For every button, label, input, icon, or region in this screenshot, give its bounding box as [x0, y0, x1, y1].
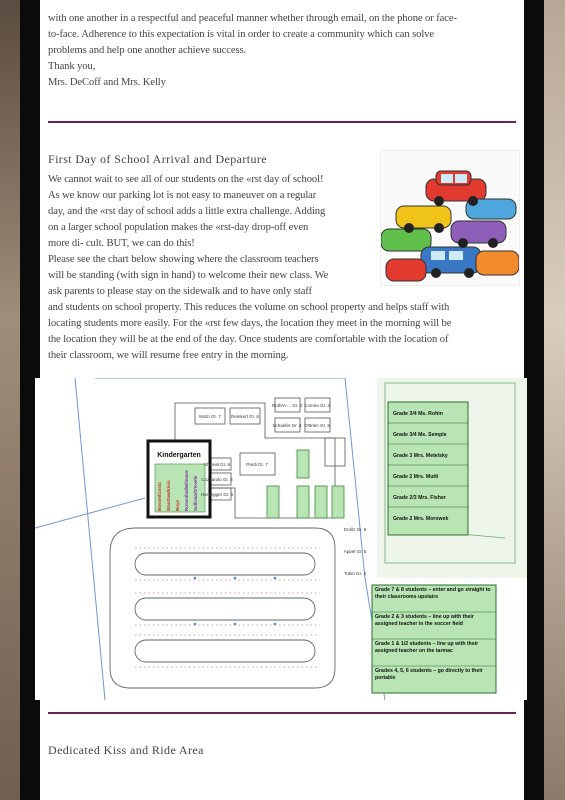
room-label: Corneo Gr. 4 — [304, 403, 330, 408]
kg-teacher-label: Sullivan/O'Keefe — [193, 475, 198, 511]
newsletter-page — [40, 0, 524, 800]
room-label: Drollz Gr. 6 — [343, 527, 367, 532]
room-label: Molzi Gr. 7 — [199, 414, 221, 419]
kg-teacher-label: Rosenthal/Wilmore — [184, 470, 189, 511]
closing-paragraph — [48, 11, 518, 91]
text-line: As we know our parking lot is not easy to maneuver on a regular — [48, 190, 317, 201]
grade-list-item: Grade 3/4 Ms. Rohin — [393, 411, 443, 417]
room-label: Tobin Gr. 4 — [344, 571, 366, 576]
school-site-map — [35, 378, 527, 700]
text-line: Please see the chart below showing where the classroom teachers — [48, 254, 319, 265]
kg-teacher-label: Boye — [175, 499, 180, 511]
text-line: their classroom, we will resume free entry in the morning. — [48, 350, 289, 361]
text-line: Thank you, — [48, 61, 96, 72]
text-line: problems and help one another achieve success. — [48, 45, 247, 56]
room-label: Ruth/A-... Gr. 3 — [271, 403, 303, 408]
section-divider — [48, 712, 516, 714]
arrival-paragraph-bottom — [48, 300, 518, 364]
instruction-item: Grade 1 & 1/2 students – line up with their assigned teacher on the tarmac — [375, 641, 479, 654]
instructions-text — [375, 587, 493, 695]
text-line: will be standing (with sign in hand) to welcome their new class. We — [48, 270, 329, 281]
text-line: on a larger school population makes the «rst-day drop-off even — [48, 222, 309, 233]
text-line: day, and the «rst day of school adds a little extra challenge. Adding — [48, 206, 326, 217]
room-label: Cozzarolo Gr. 8 — [201, 477, 233, 482]
room-label: O'Brien Gr. 5 — [304, 423, 330, 428]
grade-list-item: Grade 3 Mrs. Metelsky — [393, 453, 448, 459]
cars-illustration — [380, 150, 520, 286]
grade-list-item: Grade 2 Mrs. Morowek — [393, 516, 449, 522]
room-label: Appel Gr. 5 — [343, 549, 367, 554]
arrival-paragraph-top — [48, 172, 373, 300]
signature-line: Mrs. DeCoff and Mrs. Kelly — [48, 77, 166, 88]
text-line: ask parents to please stay on the sidewalk and to have only staff — [48, 286, 312, 297]
room-label: Shinnel Gr. 8 — [203, 462, 231, 467]
grade-list-item: Grade 2 Mrs. Mutti — [393, 474, 439, 480]
instruction-item: Grade 2 & 3 students – line up with their assigned teacher in the soccer field — [375, 614, 474, 627]
kindergarten-label: Kindergarten — [157, 452, 201, 459]
room-label: Schaefer Gr. 4 — [272, 423, 302, 428]
grade-list-item: Grade 2/3 Mrs. Fisher — [393, 495, 446, 501]
text-line: locating students more easily. For the «rst few days, the location they meet in the morning will be — [48, 318, 452, 329]
instruction-item: Grade 7 & 8 students – enter and go straight to their classrooms upstairs — [375, 587, 491, 600]
text-line: more di- cult. BUT, we can do this! — [48, 238, 195, 249]
text-line: with one another in a respectful and peaceful manner whether through email, on the phone or face- — [48, 13, 457, 24]
instruction-item: Grades 4, 5, 6 students – go directly to their portable — [375, 668, 483, 681]
text-line: to-face. Adherence to this expectation is vital in order to create a community which can solve — [48, 29, 434, 40]
room-label: Reinkert Gr. 6 — [231, 414, 259, 419]
background-left-strip — [0, 0, 20, 800]
text-line: and students on school property. This reduces the volume on school property and helps staff with — [48, 302, 450, 313]
room-label: Pardi Gr. 7 — [246, 462, 268, 467]
kg-teacher-label: Bosset/Costa — [157, 482, 162, 511]
section-title-arrival: First Day of School Arrival and Departure — [48, 152, 268, 166]
background-right-strip — [544, 0, 565, 800]
text-line: We cannot wait to see all of our students on the «rst day of school! — [48, 174, 324, 185]
section-divider — [48, 121, 516, 123]
grade-list-item: Grade 3/4 Ms. Semple — [393, 432, 447, 438]
right-black-border — [524, 0, 544, 800]
text-line: the location they will be at the end of the day. Once students are comfortable with the location of — [48, 334, 449, 345]
room-label: Hardegger Gr. 6 — [200, 492, 234, 497]
kg-teacher-label: Wanttaw/Klein — [166, 480, 171, 511]
section-title-kiss-and-ride: Dedicated Kiss and Ride Area — [48, 743, 204, 757]
